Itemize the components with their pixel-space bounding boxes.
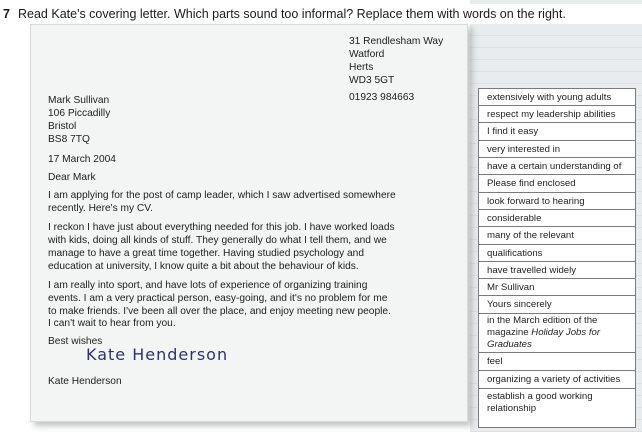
recipient-address-line: Mark Sullivan xyxy=(48,95,110,106)
phrase-text: look forward to hearing xyxy=(487,196,585,207)
phrase-text: feel xyxy=(487,356,503,367)
phrase-text-part: in the March edition of the magazine xyxy=(487,315,598,338)
phrase-text: Please find enclosed xyxy=(487,178,576,189)
phrase-text: Mr Sullivan xyxy=(487,282,535,293)
phrase-item xyxy=(479,227,635,245)
phrase-item xyxy=(479,296,635,314)
sender-address xyxy=(349,35,443,104)
phrase-list xyxy=(478,88,636,428)
phrase-text: I find it easy xyxy=(487,126,539,137)
phrase-text: have a certain understanding of xyxy=(487,161,622,172)
phrase-item xyxy=(479,314,635,353)
phrase-item xyxy=(479,353,635,371)
letter-paragraph xyxy=(48,221,395,273)
handwritten-signature: Kate Henderson xyxy=(86,345,229,364)
phrase-item xyxy=(479,371,635,389)
letter-line: manage to have a great time together. Having studied psychology and xyxy=(48,248,365,259)
phrase-text: organizing a variety of activities xyxy=(487,374,621,385)
phrase-item xyxy=(479,106,635,123)
phrase-item xyxy=(479,389,635,425)
signed-name: Kate Henderson xyxy=(48,376,122,387)
letter-line: I reckon I have just about everything needed for this job. I have worked loads xyxy=(48,222,395,233)
letter-salutation: Dear Mark xyxy=(48,172,96,183)
phrase-item xyxy=(479,262,635,279)
letter-paragraph xyxy=(48,279,391,318)
recipient-address-line: BS8 7TQ xyxy=(48,134,90,145)
magazine-title: Holiday Jobs for Graduates xyxy=(487,327,601,350)
phrase-text: considerable xyxy=(487,213,542,224)
phrase-item xyxy=(479,210,635,227)
sender-address-line: WD3 5GT xyxy=(349,75,395,86)
letter-line: with kids, doing all kinds of stuff. They generally do what I tell them, and we xyxy=(48,235,387,246)
phrase-text: Yours sincerely xyxy=(487,299,552,310)
phrase-text: many of the relevant xyxy=(487,230,574,241)
letter-line: I am applying for the post of camp leader, which I saw advertised somewhere xyxy=(48,190,396,201)
phrase-item xyxy=(479,123,635,141)
phrase-item xyxy=(479,141,635,158)
letter-closing-line: I can't wait to hear from you. xyxy=(48,318,176,329)
covering-letter xyxy=(30,24,468,422)
phrase-item xyxy=(479,193,635,210)
phrase-item xyxy=(479,158,635,175)
phrase-text xyxy=(487,315,633,351)
letter-line: recently. Here's my CV. xyxy=(48,203,153,214)
phrase-item xyxy=(479,175,635,193)
recipient-address xyxy=(48,94,110,146)
phrase-item xyxy=(479,279,635,296)
letter-paragraph xyxy=(48,189,396,215)
sender-address-line: Watford xyxy=(349,49,385,60)
sender-address-line: Herts xyxy=(349,62,374,73)
sender-phone: 01923 984663 xyxy=(349,92,415,103)
phrase-text: establish a good working relationship xyxy=(487,391,593,414)
phrase-text: respect my leadership abilities xyxy=(487,109,616,120)
sender-address-line: 31 Rendlesham Way xyxy=(349,36,444,47)
phrase-item xyxy=(479,89,635,106)
exercise-header xyxy=(0,4,642,24)
phrase-text: extensively with young adults xyxy=(487,92,612,103)
phrase-text: have travelled widely xyxy=(487,265,577,276)
letter-line: to make friends. I've been all over the place, and enjoy meeting new people. xyxy=(48,306,391,317)
exercise-instruction: Read Kate's covering letter. Which parts sound too informal? Replace them with words on the right. xyxy=(18,7,566,21)
recipient-address-line: 106 Piccadilly xyxy=(48,108,111,119)
letter-line: I am really into sport, and have lots of experience of organizing training xyxy=(48,280,368,291)
exercise-number: 7 xyxy=(3,7,10,21)
phrase-text: very interested in xyxy=(487,144,561,155)
letter-line: events. I am a very practical person, easy-going, and it's no problem for me xyxy=(48,293,388,304)
phrase-item xyxy=(479,245,635,262)
phrase-text: qualifications xyxy=(487,248,543,259)
letter-line: education at university, I know quite a bit about the behaviour of kids. xyxy=(48,261,359,272)
letter-sign-off: Best wishes xyxy=(48,336,103,347)
recipient-address-line: Bristol xyxy=(48,121,77,132)
letter-date: 17 March 2004 xyxy=(48,154,116,165)
